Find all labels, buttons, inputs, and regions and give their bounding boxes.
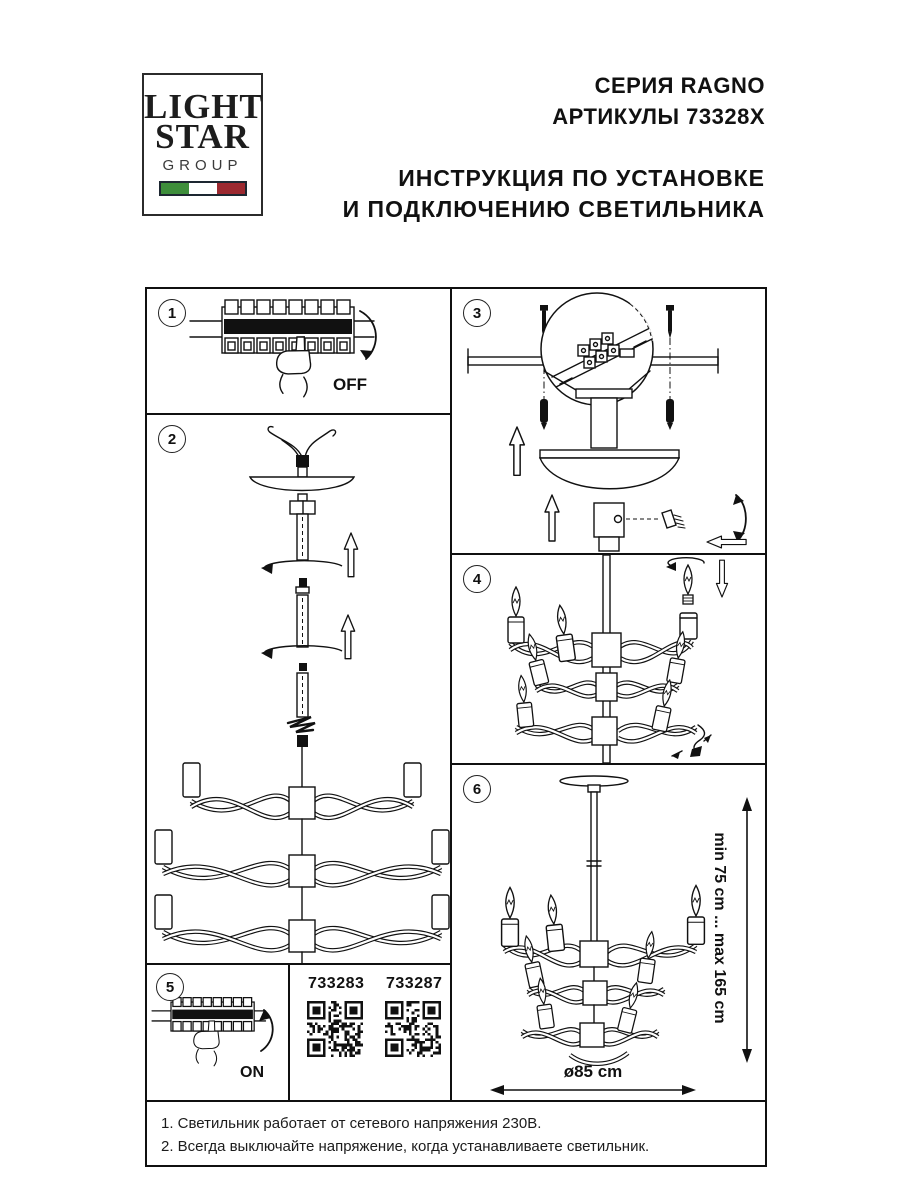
- italian-flag-bar: [159, 181, 247, 196]
- notes-panel: [146, 1101, 766, 1166]
- step-2-panel: [146, 414, 451, 964]
- series-title: СЕРИЯ RAGNO: [594, 73, 765, 98]
- qr-panel: [289, 964, 451, 1101]
- instruction-grid: [145, 287, 767, 1167]
- rotate-screw-arrow-icon: [733, 495, 746, 541]
- finished-chandelier-drawing: [452, 765, 765, 1100]
- rotate-on-arrow-icon: [259, 1010, 273, 1051]
- rotate-bulb-arrow-icon: [666, 558, 704, 571]
- off-label: OFF: [333, 375, 367, 394]
- insert-down-arrow-icon: [716, 560, 727, 597]
- diameter-dimension: [490, 1062, 696, 1095]
- step-5-panel: [146, 964, 289, 1101]
- step-6-number: 6: [463, 775, 491, 803]
- height-range-label: min 75 cm ... max 165 cm: [711, 832, 728, 1024]
- step-3-panel: [451, 288, 766, 554]
- set-screw-icon: [626, 510, 685, 528]
- step-2-number: 2: [158, 425, 186, 453]
- step-6-panel: [451, 764, 766, 1101]
- note-line-1: 1. Светильник работает от сетевого напряжения 230В.: [161, 1115, 542, 1132]
- step-1-number: 1: [158, 299, 186, 327]
- document-header: [343, 70, 765, 225]
- step-5-number: 5: [156, 973, 184, 1001]
- logo-word-star: STAR: [155, 117, 250, 156]
- flag-red: [217, 183, 245, 194]
- qr-code-label-left: 733283: [308, 975, 365, 992]
- rod-assembly-drawing: [147, 415, 450, 963]
- instruction-title-line2: И ПОДКЛЮЧЕНИЮ СВЕТИЛЬНИКА: [342, 196, 765, 222]
- ceiling-mount-drawing: [452, 289, 765, 553]
- instruction-title-line1: ИНСТРУКЦИЯ ПО УСТАНОВКЕ: [398, 165, 765, 191]
- logo-word-light: LIGHT: [144, 87, 264, 126]
- flag-white: [189, 183, 217, 194]
- on-label: ON: [240, 1064, 264, 1081]
- lightstar-logo: [142, 73, 263, 216]
- rotate-off-arrow-icon: [360, 311, 376, 359]
- step-1-panel: [146, 288, 451, 414]
- height-dimension: [711, 797, 752, 1063]
- bulb-install-drawing: [452, 555, 765, 763]
- qr-code-right: [385, 1001, 441, 1057]
- qr-code-label-right: 733287: [386, 975, 443, 992]
- diameter-label: ø85 cm: [563, 1062, 623, 1081]
- qr-code-left: [307, 1001, 363, 1057]
- articles-title: АРТИКУЛЫ 73328X: [552, 104, 765, 129]
- step-4-panel: [451, 554, 766, 764]
- logo-word-group: GROUP: [162, 157, 243, 174]
- note-line-2: 2. Всегда выключайте напряжение, когда устанавливаете светильник.: [161, 1138, 650, 1156]
- flag-green: [161, 183, 189, 194]
- step-4-number: 4: [463, 565, 491, 593]
- breaker-off-drawing: [147, 289, 450, 413]
- step-3-number: 3: [463, 299, 491, 327]
